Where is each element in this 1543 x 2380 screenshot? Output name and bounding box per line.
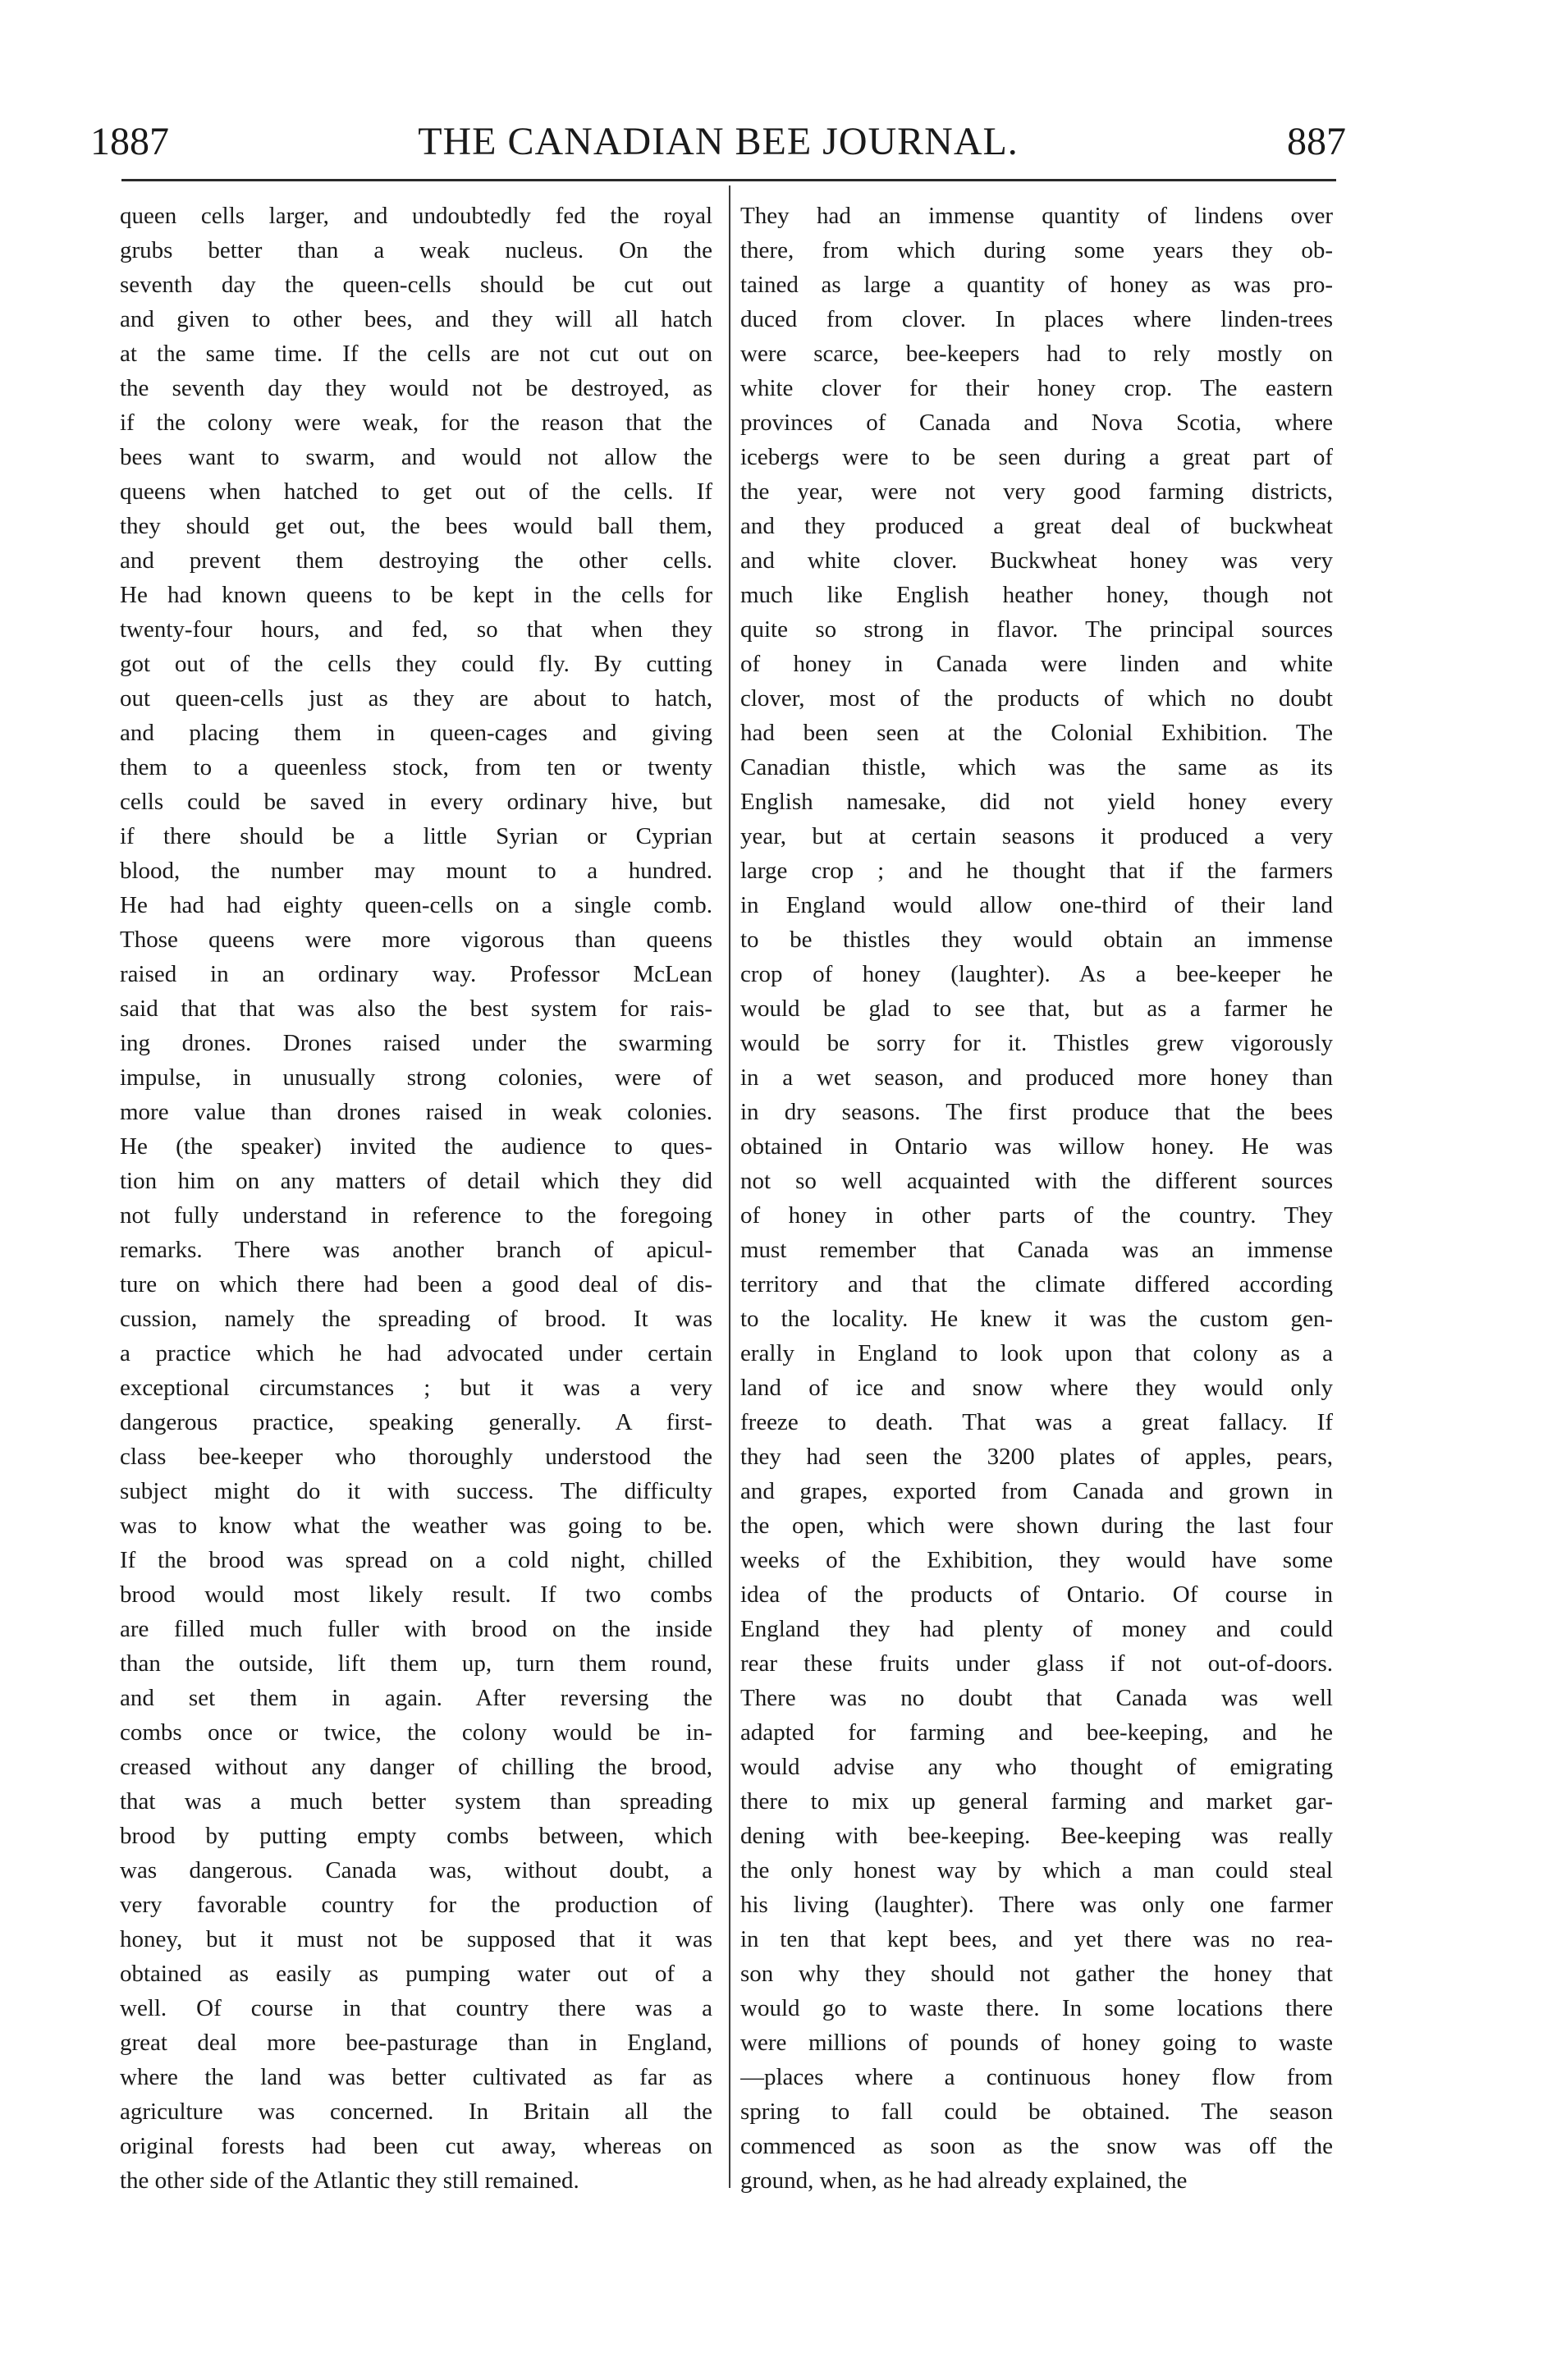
text-line: would be glad to see that, but as a farmer he: [740, 995, 1333, 1022]
text-line: to be thistles they would obtain an immense: [740, 927, 1333, 953]
text-line: dangerous practice, speaking generally. A first-: [120, 1409, 712, 1435]
page-number: 887: [1287, 120, 1346, 163]
text-line: and given to other bees, and they will all hatch: [120, 306, 712, 332]
text-line: freeze to death. That was a great fallacy. If: [740, 1409, 1333, 1435]
left-column: [120, 199, 712, 2198]
text-line: got out of the cells they could fly. By cutting: [120, 651, 712, 677]
text-line: to the locality. He knew it was the custom gen-: [740, 1306, 1333, 1332]
text-line: He had known queens to be kept in the cells for: [120, 582, 712, 608]
text-line: impulse, in unusually strong colonies, were of: [120, 1064, 712, 1091]
text-line: they had seen the 3200 plates of apples, pears,: [740, 1444, 1333, 1470]
text-line: dening with bee-keeping. Bee-keeping was really: [740, 1823, 1333, 1849]
text-line: If the brood was spread on a cold night, chilled: [120, 1547, 712, 1573]
text-line: obtained in Ontario was willow honey. He was: [740, 1133, 1333, 1160]
text-line: and white clover. Buckwheat honey was very: [740, 547, 1333, 574]
text-line: son why they should not gather the honey that: [740, 1961, 1333, 1987]
text-line: would advise any who thought of emigrating: [740, 1754, 1333, 1780]
text-line: ground, when, as he had already explained, the: [740, 2167, 1188, 2194]
text-line: if the colony were weak, for the reason that the: [120, 410, 712, 436]
text-line: Those queens were more vigorous than queens: [120, 927, 712, 953]
text-line: English namesake, did not yield honey every: [740, 789, 1333, 815]
text-line: the year, were not very good farming districts,: [740, 478, 1333, 505]
text-line: large crop ; and he thought that if the farmers: [740, 858, 1333, 884]
text-line: were scarce, bee-keepers had to rely mostly on: [740, 341, 1333, 367]
text-line: and placing them in queen-cages and giving: [120, 720, 712, 746]
text-line: if there should be a little Syrian or Cyprian: [120, 823, 712, 849]
text-line: where the land was better cultivated as far as: [120, 2064, 712, 2090]
text-line: combs once or twice, the colony would be in-: [120, 1719, 712, 1746]
text-line: and grapes, exported from Canada and grown in: [740, 1478, 1333, 1504]
text-line: original forests had been cut away, whereas on: [120, 2133, 712, 2159]
text-line: crop of honey (laughter). As a bee-keeper he: [740, 961, 1333, 987]
text-line: much like English heather honey, though not: [740, 582, 1333, 608]
text-line: ing drones. Drones raised under the swarming: [120, 1030, 712, 1056]
journal-title: THE CANADIAN BEE JOURNAL.: [418, 120, 1019, 163]
text-line: of honey in Canada were linden and white: [740, 651, 1333, 677]
text-line: out queen-cells just as they are about to hatch,: [120, 685, 712, 712]
text-line: the other side of the Atlantic they still remained.: [120, 2167, 579, 2194]
text-line: would be sorry for it. Thistles grew vigorously: [740, 1030, 1333, 1056]
text-line: in ten that kept bees, and yet there was no rea-: [740, 1926, 1333, 1952]
text-line: honey, but it must not be supposed that it was: [120, 1926, 712, 1952]
text-line: well. Of course in that country there was a: [120, 1995, 712, 2021]
text-line: in England would allow one-third of their land: [740, 892, 1333, 918]
text-line: class bee-keeper who thoroughly understood the: [120, 1444, 712, 1470]
text-line: provinces of Canada and Nova Scotia, where: [740, 410, 1333, 436]
text-line: a practice which he had advocated under certain: [120, 1340, 712, 1366]
text-line: them to a queenless stock, from ten or twenty: [120, 754, 712, 780]
text-line: tion him on any matters of detail which they did: [120, 1168, 712, 1194]
text-line: creased without any danger of chilling the brood,: [120, 1754, 712, 1780]
column-divider: [729, 185, 730, 2188]
text-line: twenty-four hours, and fed, so that when they: [120, 616, 712, 643]
text-line: in dry seasons. The first produce that the bees: [740, 1099, 1333, 1125]
text-line: would go to waste there. In some locations there: [740, 1995, 1333, 2021]
text-line: the seventh day they would not be destroyed, as: [120, 375, 712, 401]
text-line: not fully understand in reference to the foregoing: [120, 1202, 712, 1229]
text-line: queens when hatched to get out of the cells. If: [120, 478, 712, 505]
text-line: commenced as soon as the snow was off the: [740, 2133, 1333, 2159]
header-rule: [121, 179, 1336, 181]
text-line: weeks of the Exhibition, they would have some: [740, 1547, 1333, 1573]
text-line: white clover for their honey crop. The eastern: [740, 375, 1333, 401]
text-line: rear these fruits under glass if not out-of-doors.: [740, 1650, 1333, 1677]
text-line: adapted for farming and bee-keeping, and he: [740, 1719, 1333, 1746]
text-line: brood would most likely result. If two combs: [120, 1581, 712, 1608]
text-line: seventh day the queen-cells should be cut out: [120, 272, 712, 298]
text-line: tained as large a quantity of honey as was pro-: [740, 272, 1333, 298]
text-line: than the outside, lift them up, turn them round,: [120, 1650, 712, 1677]
text-line: there to mix up general farming and market gar-: [740, 1788, 1333, 1815]
text-line: remarks. There was another branch of apicul-: [120, 1237, 712, 1263]
text-line: cells could be saved in every ordinary hive, but: [120, 789, 712, 815]
text-line: icebergs were to be seen during a great part of: [740, 444, 1333, 470]
text-line: exceptional circumstances ; but it was a very: [120, 1375, 712, 1401]
text-line: They had an immense quantity of lindens over: [740, 203, 1333, 229]
text-line: must remember that Canada was an immense: [740, 1237, 1333, 1263]
text-line: had been seen at the Colonial Exhibition. The: [740, 720, 1333, 746]
text-line: and prevent them destroying the other cells.: [120, 547, 712, 574]
text-line: year, but at certain seasons it produced a very: [740, 823, 1333, 849]
text-line: cussion, namely the spreading of brood. It was: [120, 1306, 712, 1332]
text-line: are filled much fuller with brood on the inside: [120, 1616, 712, 1642]
text-line: There was no doubt that Canada was well: [740, 1685, 1333, 1711]
text-line: He had had eighty queen-cells on a single comb.: [120, 892, 712, 918]
text-line: idea of the products of Ontario. Of course in: [740, 1581, 1333, 1608]
text-line: they should get out, the bees would ball them,: [120, 513, 712, 539]
running-header: [90, 117, 1346, 167]
text-line: was to know what the weather was going to be.: [120, 1513, 712, 1539]
text-line: brood by putting empty combs between, which: [120, 1823, 712, 1849]
text-line: bees want to swarm, and would not allow the: [120, 444, 712, 470]
text-line: not so well acquainted with the different sources: [740, 1168, 1333, 1194]
text-line: —places where a continuous honey flow from: [740, 2064, 1333, 2090]
text-line: blood, the number may mount to a hundred.: [120, 858, 712, 884]
text-line: very favorable country for the production of: [120, 1892, 712, 1918]
header-year: 1887: [90, 120, 169, 163]
text-line: there, from which during some years they ob-: [740, 237, 1333, 263]
text-line: said that that was also the best system for rais-: [120, 995, 712, 1022]
text-line: England they had plenty of money and could: [740, 1616, 1333, 1642]
text-line: clover, most of the products of which no doubt: [740, 685, 1333, 712]
text-line: in a wet season, and produced more honey than: [740, 1064, 1333, 1091]
right-column: [740, 199, 1333, 2198]
text-line: erally in England to look upon that colony as a: [740, 1340, 1333, 1366]
text-line: the open, which were shown during the last four: [740, 1513, 1333, 1539]
text-line: agriculture was concerned. In Britain all the: [120, 2099, 712, 2125]
text-line: subject might do it with success. The difficulty: [120, 1478, 712, 1504]
text-line: territory and that the climate differed according: [740, 1271, 1333, 1298]
text-line: and set them in again. After reversing the: [120, 1685, 712, 1711]
text-line: at the same time. If the cells are not cut out on: [120, 341, 712, 367]
text-line: Canadian thistle, which was the same as its: [740, 754, 1333, 780]
text-line: raised in an ordinary way. Professor McLean: [120, 961, 712, 987]
text-line: He (the speaker) invited the audience to ques-: [120, 1133, 712, 1160]
text-line: his living (laughter). There was only one farmer: [740, 1892, 1333, 1918]
text-line: was dangerous. Canada was, without doubt, a: [120, 1857, 712, 1883]
text-line: quite so strong in flavor. The principal sources: [740, 616, 1333, 643]
text-line: land of ice and snow where they would only: [740, 1375, 1333, 1401]
text-line: duced from clover. In places where linden-trees: [740, 306, 1333, 332]
text-line: the only honest way by which a man could steal: [740, 1857, 1333, 1883]
text-line: ture on which there had been a good deal of dis-: [120, 1271, 712, 1298]
text-line: of honey in other parts of the country. They: [740, 1202, 1333, 1229]
text-line: great deal more bee-pasturage than in England,: [120, 2030, 712, 2056]
text-line: obtained as easily as pumping water out of a: [120, 1961, 712, 1987]
text-line: spring to fall could be obtained. The season: [740, 2099, 1333, 2125]
text-line: grubs better than a weak nucleus. On the: [120, 237, 712, 263]
text-line: and they produced a great deal of buckwheat: [740, 513, 1333, 539]
text-line: were millions of pounds of honey going to waste: [740, 2030, 1333, 2056]
text-line: more value than drones raised in weak colonies.: [120, 1099, 712, 1125]
text-line: that was a much better system than spreading: [120, 1788, 712, 1815]
text-line: queen cells larger, and undoubtedly fed the royal: [120, 203, 712, 229]
